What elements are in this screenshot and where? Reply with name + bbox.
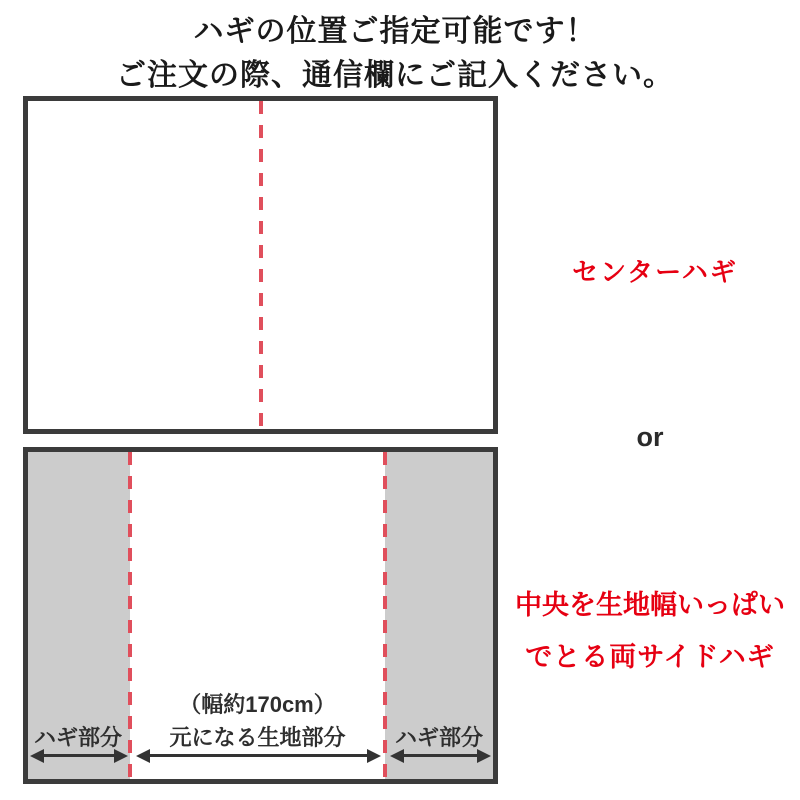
center-width-arrow (136, 748, 381, 763)
fabric-width-note: （幅約170cm） (179, 692, 336, 717)
left-seam-section-label: ハギ部分 (33, 725, 122, 750)
page-title: ハギの位置ご指定可能です！ (193, 15, 597, 48)
side-seams-diagram (23, 447, 498, 784)
arrow-shaft (44, 754, 114, 757)
arrowhead-right-icon (114, 749, 128, 763)
arrow-shaft (404, 754, 477, 757)
arrow-shaft (150, 754, 367, 757)
side-seams-label-line2: でとる両サイドハギ (525, 642, 775, 672)
arrowhead-left-icon (136, 749, 150, 763)
page-subtitle: ご注文の際、通信欄にご記入ください。 (116, 59, 674, 92)
arrowhead-right-icon (367, 749, 381, 763)
center-seam-diagram (23, 96, 498, 434)
arrowhead-right-icon (477, 749, 491, 763)
arrowhead-left-icon (390, 749, 404, 763)
center-seam-dashed-line (259, 101, 263, 429)
left-width-arrow (30, 748, 128, 763)
arrowhead-left-icon (30, 749, 44, 763)
right-seam-section-label: ハギ部分 (394, 725, 483, 750)
side-seams-label-line1: 中央を生地幅いっぱい (515, 590, 785, 620)
right-width-arrow (390, 748, 491, 763)
base-fabric-label: 元になる生地部分 (169, 725, 346, 750)
center-seam-label: センターハギ (572, 257, 738, 287)
or-separator: or (636, 422, 664, 452)
